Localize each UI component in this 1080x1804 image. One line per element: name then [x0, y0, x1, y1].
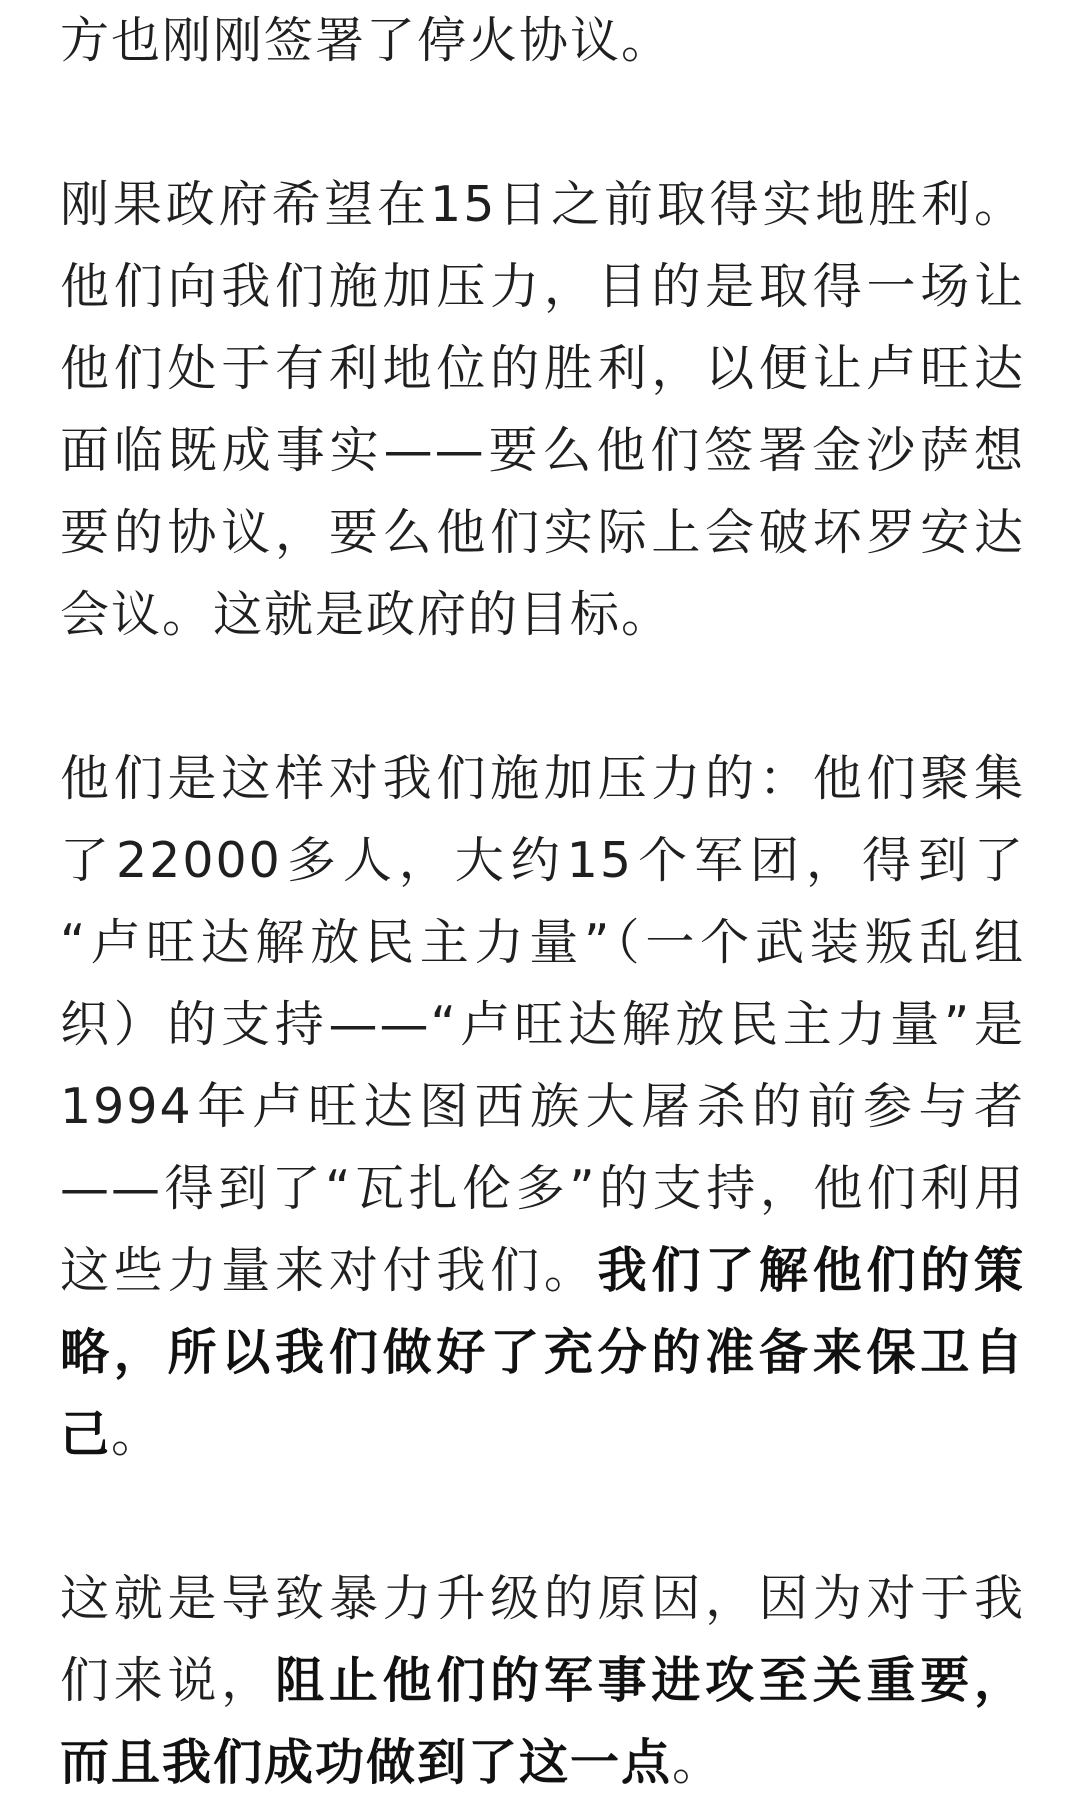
- text-line: [60, 328, 1025, 410]
- text-line: [60, 246, 1025, 328]
- paragraph-2: [60, 164, 1025, 656]
- text-line: [60, 738, 1025, 820]
- text-line: [60, 0, 1025, 82]
- body-text: 他们处于有利地位的胜利，以便让卢旺达: [60, 340, 1025, 397]
- text-line: [60, 164, 1025, 246]
- body-text: 了22000多人，大约15个军团，得到了: [60, 832, 1025, 889]
- text-line: [60, 1640, 1025, 1722]
- body-text: “卢旺达解放民主力量”（一个武装叛乱组: [60, 914, 1025, 971]
- body-text: 要的协议，要么他们实际上会破坏罗安达: [60, 504, 1025, 561]
- paragraph-4: [60, 1558, 1025, 1804]
- paragraph-1: [60, 0, 1025, 82]
- text-line: [60, 984, 1025, 1066]
- bold-text: 阻止他们的军事进攻至关重要，: [275, 1652, 1025, 1709]
- text-line: [60, 492, 1025, 574]
- body-text: 织）的支持——“卢旺达解放民主力量”是: [60, 996, 1025, 1053]
- text-line: [60, 1148, 1025, 1230]
- text-line: [60, 1394, 1025, 1476]
- bold-text: 己: [60, 1406, 112, 1463]
- bold-text: 而且我们成功做到了这一点: [60, 1734, 673, 1791]
- bold-text: 我们了解他们的策: [597, 1242, 1025, 1299]
- body-text: 方也刚刚签署了停火协议。: [60, 12, 673, 69]
- body-text: 1994年卢旺达图西族大屠杀的前参与者: [60, 1078, 1025, 1135]
- body-text: 面临既成事实——要么他们签署金沙萨想: [60, 422, 1025, 479]
- body-text: 这些力量来对付我们。: [60, 1242, 598, 1299]
- text-line: [60, 820, 1025, 902]
- article-body: [60, 0, 1025, 1804]
- text-line: [60, 902, 1025, 984]
- text-line: [60, 1312, 1025, 1394]
- text-line: [60, 1230, 1025, 1312]
- text-line: [60, 1066, 1025, 1148]
- body-text: 们来说，: [60, 1652, 276, 1709]
- bold-text: 略，所以我们做好了充分的准备来保卫自: [60, 1324, 1025, 1381]
- body-text: 他们是这样对我们施加压力的：他们聚集: [60, 750, 1025, 807]
- text-line: [60, 1722, 1025, 1804]
- text-line: [60, 410, 1025, 492]
- body-text: 。: [111, 1406, 163, 1463]
- body-text: ——得到了“瓦扎伦多”的支持，他们利用: [60, 1160, 1025, 1217]
- body-text: 这就是导致暴力升级的原因，因为对于我: [60, 1570, 1025, 1627]
- paragraph-3: [60, 738, 1025, 1476]
- text-line: [60, 574, 1025, 656]
- body-text: 会议。这就是政府的目标。: [60, 586, 673, 643]
- text-line: [60, 1558, 1025, 1640]
- body-text: 刚果政府希望在15日之前取得实地胜利。: [60, 176, 1025, 233]
- body-text: 。: [672, 1734, 724, 1791]
- body-text: 他们向我们施加压力，目的是取得一场让: [60, 258, 1025, 315]
